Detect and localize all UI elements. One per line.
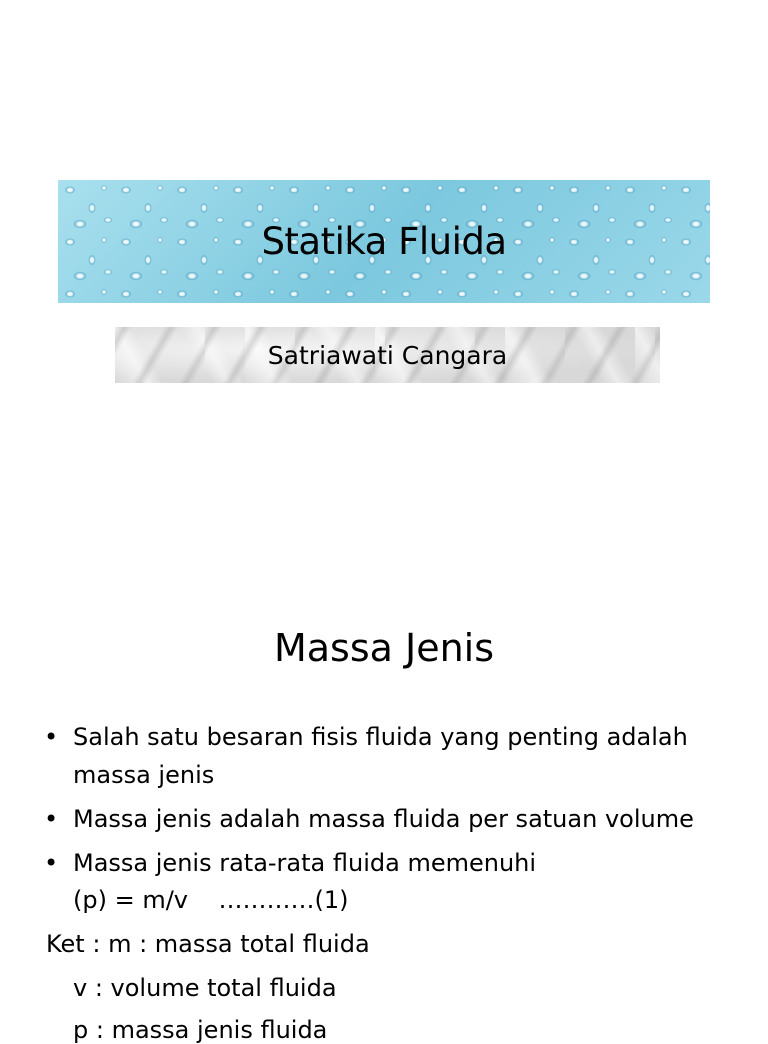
bullet-text: Salah satu besaran fisis fluida yang penting adalah massa jenis: [73, 723, 688, 789]
bullet-list: [44, 718, 744, 888]
note-line: p : massa jenis fluida: [73, 1016, 328, 1044]
note-line: v : volume total fluida: [73, 974, 337, 1002]
bullet-icon: •: [44, 805, 59, 833]
bullet-text: Massa jenis adalah massa fluida per satuan volume: [73, 805, 694, 833]
list-item: [44, 718, 744, 794]
list-item: [44, 844, 744, 882]
title-banner: [58, 180, 710, 303]
formula-line: (p) = m/v …………(1): [73, 886, 349, 914]
section-heading: Massa Jenis: [273, 626, 495, 670]
note-line: Ket : m : massa total fluida: [46, 930, 370, 958]
subtitle-banner: [115, 327, 660, 383]
bullet-icon: •: [44, 849, 59, 877]
bullet-icon: •: [44, 723, 59, 751]
slide-title: Statika Fluida: [261, 220, 507, 263]
content-slide: [0, 576, 768, 1044]
slide-subtitle: Satriawati Cangara: [267, 340, 508, 370]
bullet-text: Massa jenis rata-rata fluida memenuhi: [73, 849, 537, 877]
list-item: [44, 800, 744, 838]
